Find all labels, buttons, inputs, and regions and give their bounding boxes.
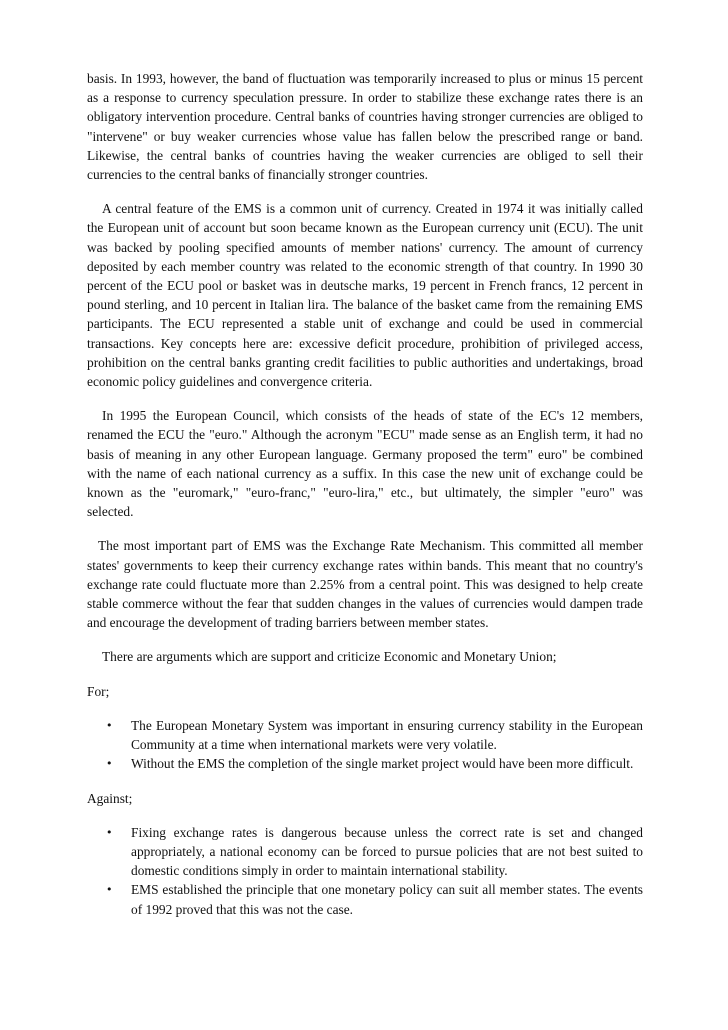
paragraph-ecu: A central feature of the EMS is a common unit of currency. Created in 1974 it was initially called the European unit of account but soon became known as the European currency unit (ECU). The unit was backed by pooling specified amounts of member nations' currency. The amount of currency deposited by each member country was related to the economic strength of that country. In 1990 30 percent of the ECU pool or basket was in deutsche marks, 19 percent in French francs, 12 percent in pound sterling, and 10 percent in Italian lira. The balance of the basket came from the remaining EMS participants. The ECU represented a stable unit of exchange and could be used in commercial transactions. Key concepts here are: excessive deficit procedure, prohibition of privileged access, prohibition on the central banks granting credit facilities to public authorities and undertakings, broad economic policy guidelines and convergence criteria.	[87, 201, 643, 390]
bullet-icon: •	[106, 825, 113, 839]
list-item-text: The European Monetary System was important in ensuring currency stability in the European Community at a time when international markets were very volatile.	[131, 717, 643, 753]
list-item	[87, 880, 643, 918]
document-page	[87, 69, 643, 934]
list-item	[87, 823, 643, 881]
list-item	[87, 754, 643, 773]
bullet-icon: •	[106, 718, 113, 732]
paragraph-euro-naming: In 1995 the European Council, which consists of the heads of state of the EC's 12 members, renamed the ECU the "euro." Although the acronym "ECU" made sense as an English term, it had no basis of meaning in any other European language. Germany proposed the term" euro" be combined with the name of each national currency as a suffix. In this case the new unit of exchange could be known as the "euromark," "euro-franc," "euro-lira," etc., but ultimately, the simpler "euro" was selected.	[87, 408, 643, 520]
list-item-text: Fixing exchange rates is dangerous because unless the correct rate is set and changed appropriately, a national economy can be forced to pursue policies that are not best suited to domestic conditions simply in order to maintain international stability.	[131, 824, 643, 879]
list-item	[87, 716, 643, 754]
for-list	[87, 716, 643, 774]
against-label: Against;	[87, 790, 133, 806]
list-item-text: EMS established the principle that one monetary policy can suit all member states. The events of 1992 proved that this was not the case.	[131, 882, 643, 917]
list-item-text: Without the EMS the completion of the single market project would have been more difficult.	[131, 756, 634, 772]
paragraph-arguments-intro: There are arguments which are support and criticize Economic and Monetary Union;	[102, 649, 557, 665]
for-label: For;	[87, 683, 110, 699]
bullet-icon: •	[106, 883, 113, 897]
paragraph-band-fluctuation: basis. In 1993, however, the band of fluctuation was temporarily increased to plus or minus 15 percent as a response to currency speculation pressure. In order to stabilize these exchange rates there is an obligatory intervention procedure. Central banks of countries having stronger currencies are obliged to "intervene" or buy weaker currencies whose value has fallen below the prescribed range or band. Likewise, the central banks of countries having the weaker currencies are obliged to sell their currencies to the central banks of financially stronger countries.	[87, 71, 643, 183]
paragraph-erm: The most important part of EMS was the Exchange Rate Mechanism. This committed all member states' governments to keep their currency exchange rates within bands. This meant that no country's exchange rate could fluctuate more than 2.25% from a central point. This was designed to help create stable commerce without the fear that sudden changes in the values of currencies would dampen trade and encourage the development of trading barriers between member states.	[87, 538, 643, 631]
bullet-icon: •	[106, 757, 113, 771]
against-list	[87, 823, 643, 919]
